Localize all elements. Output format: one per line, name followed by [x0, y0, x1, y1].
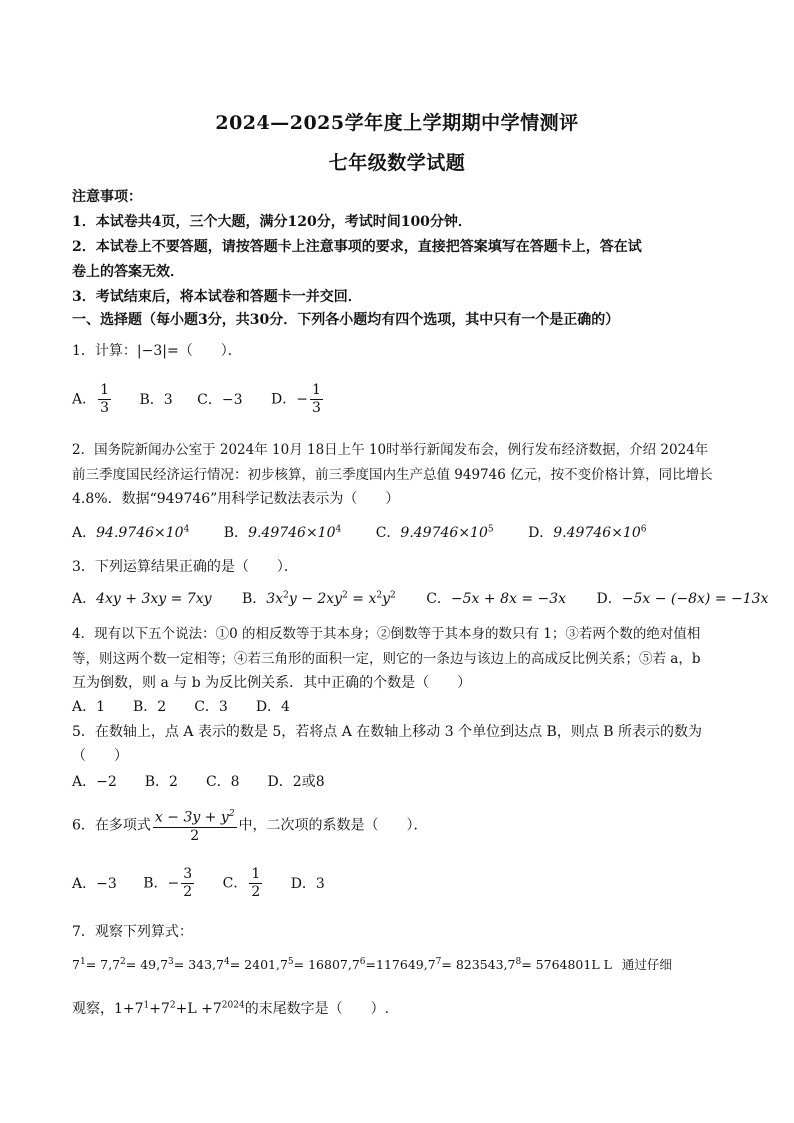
q6-option-b [143, 866, 196, 901]
power-term [72, 957, 112, 972]
question-4-line-1: 4．现有以下五个说法：①0 的相反数等于其本身；②倒数等于其本身的数只有 1；③若两个数的绝对值相 [72, 626, 701, 642]
value: = 823543, [441, 957, 508, 972]
base: 7 [351, 957, 360, 972]
denominator: 2 [190, 827, 200, 844]
notice-heading: 注意事项： [72, 189, 142, 205]
q3-option-a [72, 588, 212, 608]
question-4-line-2: 等，则这两个数一定相等；④若三角形的面积一定，则它的一条边与该边上的高成反比例关系；⑤若 a，b [72, 651, 701, 667]
q2-option-d [528, 522, 646, 542]
exponent: 4 [183, 524, 190, 535]
numerator: 3 [183, 866, 193, 882]
denominator: 3 [311, 400, 321, 416]
exponent: 2 [342, 590, 348, 601]
expression: 4xy + 3xy = 7xy [96, 591, 212, 607]
q1-option-d [271, 382, 325, 417]
option-label: D．− [270, 391, 308, 408]
question-4-line-3: 互为倒数，则 a 与 b 为反比例关系．其中正确的个数是（ ） [72, 675, 472, 691]
question-5-line-1: 5．在数轴上，点 A 表示的数是 5，若将点 A 在数轴上移动 3 个单位到达点 B，则点 B 所表示的数为 [72, 724, 703, 740]
exponent: 5 [287, 956, 294, 967]
exponent: 8 [515, 956, 522, 967]
base: 7 [112, 957, 121, 972]
base: 7 [72, 957, 80, 972]
exponent: 2 [169, 1000, 176, 1011]
power-term [352, 957, 428, 972]
question-2-line-3: 4.8%．数据“949746”用科学记数法表示为（ ） [72, 491, 400, 507]
q6-option-a: A．−3 [72, 875, 117, 892]
exponent: 1 [79, 956, 86, 967]
notice-item-2-line-1: 2．本试卷上不要答题，请按答题卡上注意事项的要求，直接把答案填写在答题卡上，答在试 [72, 239, 642, 255]
stem-prefix: 6．在多项式 [72, 817, 151, 834]
section-1-heading: 一、选择题（每小题3分，共30分．下列各小题均有四个选项，其中只有一个是正确的） [72, 312, 620, 328]
numerator: 1 [100, 382, 110, 398]
denominator: 2 [251, 884, 261, 900]
option-label: C． [375, 525, 401, 541]
option-base: 9.49746×10 [553, 525, 641, 541]
value: = 2401, [229, 957, 280, 972]
value: = 16807, [293, 957, 352, 972]
q1-option-a [72, 382, 113, 417]
polynomial-fraction [153, 806, 237, 845]
question-2-line-1: 2．国务院新闻办公室于 2024年 10月 18日上午 10时举行新闻发布会，例行发布经济数据，介绍 2024年 [72, 442, 709, 458]
question-3-stem: 3．下列运算结果正确的是（ ）． [72, 559, 298, 575]
question-6-stem [72, 806, 428, 845]
exponent: 2 [228, 809, 235, 819]
base: 7 [160, 957, 169, 972]
value: = 343, [173, 957, 217, 972]
question-2-options [72, 522, 646, 542]
notice-item-2-line-2: 卷上的答案无效． [72, 264, 184, 280]
base: 7 [216, 957, 224, 972]
exponent: 6 [640, 524, 647, 535]
power-term [280, 957, 352, 972]
exponent: 4 [224, 956, 230, 967]
power-term [112, 957, 160, 972]
question-1-options [72, 382, 325, 417]
stem-suffix: 中，二次项的系数是（ ）． [238, 817, 428, 834]
exponent: 4 [335, 524, 342, 535]
denominator: 2 [183, 884, 193, 900]
option-label: B． [223, 525, 249, 541]
q2-option-c [376, 522, 494, 542]
exponent: 2 [376, 590, 383, 601]
exponent: 2 [390, 590, 396, 601]
exponent: 2 [283, 590, 289, 601]
option-label: D． [528, 525, 554, 541]
fraction [249, 866, 262, 901]
value: = 49, [125, 957, 161, 972]
option-base: 94.9746×10 [96, 525, 184, 541]
denominator: 3 [100, 400, 110, 416]
question-4-options: A．1 B．2 C．3 D．4 [72, 699, 290, 715]
power-term [428, 957, 508, 972]
option-label: C． [222, 875, 248, 892]
q1-option-c: C．−3 [197, 391, 243, 408]
question-5-line-2: （ ） [72, 748, 128, 764]
option-label: B． [241, 591, 267, 607]
expr-part: = x [347, 591, 377, 607]
option-label: A． [72, 525, 97, 541]
exponent: 6 [359, 956, 366, 967]
line-text: 的末尾数字是（ ）. [244, 1001, 390, 1017]
notice-item-3: 3．考试结束后，将本试卷和答题卡一并交回． [72, 289, 362, 305]
q2-option-b [224, 522, 341, 542]
exam-subtitle: 七年级数学试题 [328, 152, 466, 174]
question-7-stem: 7．观察下列算式： [72, 924, 193, 940]
option-base: 9.49746×10 [400, 525, 488, 541]
base: 7 [279, 957, 288, 972]
numerator-text: x − 3y + y [154, 809, 229, 826]
exponent: 7 [435, 956, 442, 967]
question-1-stem: 1．计算：|−3|=（ ）． [72, 343, 242, 359]
line-text: +L +7 [175, 1001, 222, 1017]
fraction [98, 382, 111, 417]
question-5-options: A．−2 B．2 C．8 D．2或8 [72, 774, 325, 790]
value: =117649, [365, 957, 428, 972]
expr-part: 3x [266, 591, 284, 607]
question-7-sequence [72, 955, 672, 973]
q2-option-a [72, 522, 189, 542]
option-label: A． [72, 591, 97, 607]
expr-part: y [382, 591, 391, 607]
q3-option-d [597, 588, 769, 608]
option-label: C． [426, 591, 451, 607]
option-label: D． [596, 591, 622, 607]
option-label: B．− [143, 875, 180, 892]
power-term [160, 957, 216, 972]
expr-part: y − 2xy [288, 591, 343, 607]
q6-option-c [223, 866, 265, 901]
exponent: 2024 [221, 1000, 245, 1011]
expression: −5x + 8x = −3x [450, 591, 567, 607]
question-7-line-2 [72, 998, 389, 1018]
q3-option-b [242, 588, 396, 608]
option-label: A． [72, 391, 97, 408]
question-6-options [72, 866, 325, 901]
question-3-options [72, 588, 768, 608]
fraction [310, 382, 323, 417]
line-text: 观察，1+7 [72, 1001, 144, 1017]
base: 7 [427, 957, 436, 972]
sequence-tail: 通过仔细 [621, 957, 672, 972]
power-term [508, 957, 612, 972]
notice-item-1: 1．本试卷共4页，三个大题，满分120分，考试时间100分钟． [72, 214, 472, 230]
exam-title: 2024—2025学年度上学期期中学情测评 [215, 112, 579, 134]
expression: −5x − (−8x) = −13x [621, 591, 769, 607]
exponent: 1 [143, 1000, 150, 1011]
base: 7 [507, 957, 516, 972]
option-base: 9.49746×10 [248, 525, 336, 541]
value: = 7, [85, 957, 113, 972]
power-term [216, 957, 280, 972]
exponent: 2 [120, 956, 126, 967]
q3-option-c [426, 588, 566, 608]
q6-option-d: D．3 [290, 875, 325, 892]
exponent: 5 [487, 524, 494, 535]
value: = 5764801L L [521, 957, 612, 972]
line-text: +7 [149, 1001, 170, 1017]
numerator [153, 806, 237, 828]
numerator: 1 [251, 866, 261, 882]
fraction [181, 866, 194, 901]
exponent: 3 [168, 956, 174, 967]
question-2-line-2: 前三季度国民经济运行情况：初步核算，前三季度国内生产总值 949746 亿元，按不变价格计算，同比增长 [72, 467, 713, 483]
q1-option-b: B．3 [139, 391, 173, 408]
numerator: 1 [311, 382, 321, 398]
